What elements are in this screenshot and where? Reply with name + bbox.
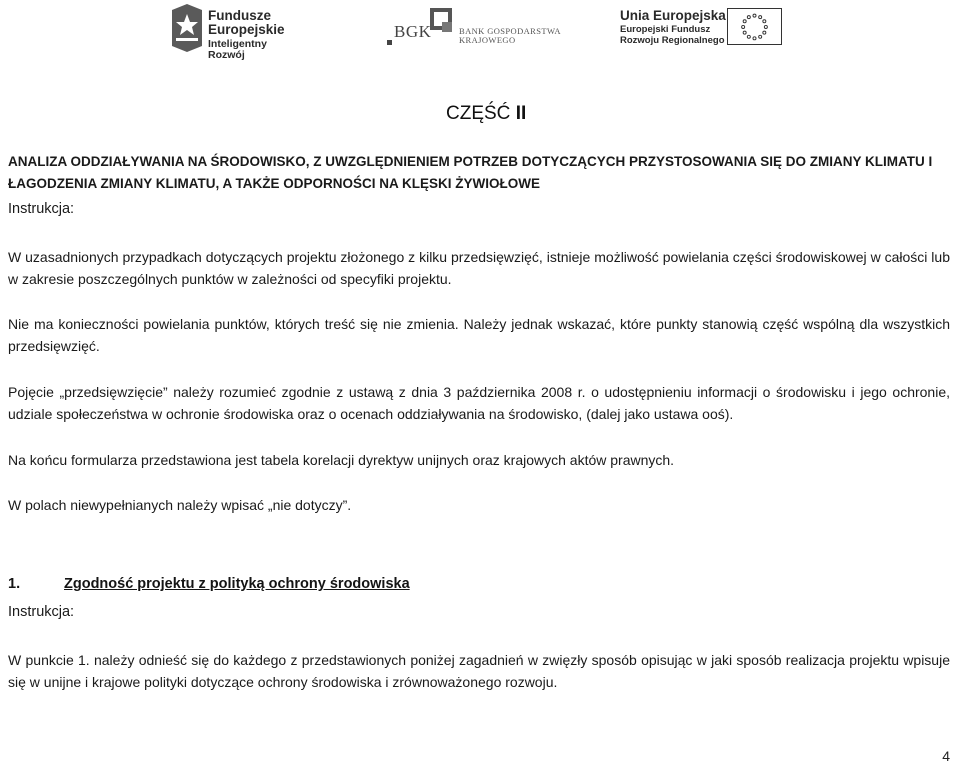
section-1-number: 1. bbox=[8, 576, 21, 592]
header-logos bbox=[0, 0, 960, 60]
bgk-full-name bbox=[459, 27, 561, 46]
section-1-paragraph: W punkcie 1. należy odnieść się do każdego z przedstawionych poniżej zagadnień w zwięzły sposób opisując w jaki sposób realizacja projektu wpisuje się w unijne i krajowe polityki dotyczące ochrony środowiska i zrównoważonego rozwoju. bbox=[8, 652, 950, 690]
paragraph-1: W uzasadnionych przypadkach dotyczących projektu złożonego z kilku przedsięwzięć, istnieje możliwość powielania części środowiskowej w całości lub w zakresie poszczególnych punktów w zależności od specyfiki projektu. bbox=[8, 249, 950, 287]
eu-logo-sub2: Rozwoju Regionalnego bbox=[620, 34, 725, 46]
bgk-name-line2: KRAJOWEGO bbox=[459, 35, 516, 46]
fe-logo-line3: Inteligentny Rozwój bbox=[208, 38, 267, 62]
section-1-heading bbox=[8, 576, 410, 592]
instruction-label: Instrukcja: bbox=[8, 201, 75, 217]
part-heading-number: II bbox=[515, 103, 527, 124]
eu-logo-text bbox=[620, 8, 726, 47]
part-heading bbox=[446, 103, 526, 125]
paragraph-4: Na końcu formularza przedstawiona jest tabela korelacji dyrektyw unijnych oraz krajowych aktów prawnych. bbox=[8, 452, 675, 468]
fe-logo-line2: Europejskie bbox=[208, 22, 285, 38]
section-1-instruction-label: Instrukcja: bbox=[8, 604, 75, 620]
eu-logo-title: Unia Europejska bbox=[620, 8, 726, 23]
bgk-wordmark: BGK bbox=[394, 22, 432, 41]
paragraph-5: W polach niewypełnianych należy wpisać „nie dotyczy”. bbox=[8, 497, 352, 513]
page-number: 4 bbox=[942, 748, 950, 764]
part-heading-prefix: CZĘŚĆ bbox=[446, 103, 516, 124]
paragraph-2: Nie ma konieczności powielania punktów, których treść się nie zmienia. Należy jednak wskazać, które punkty stanowią część wspólną dla wszystkich przedsięwzięć. bbox=[8, 316, 950, 354]
bgk-name-line1: BANK GOSPODARSTWA bbox=[459, 26, 561, 36]
section-1-title: Zgodność projektu z polityką ochrony środowiska bbox=[64, 576, 410, 592]
fe-star-mark-icon bbox=[170, 2, 204, 54]
eu-logo-sub1: Europejski Fundusz bbox=[620, 24, 711, 35]
bgk-dot-icon bbox=[387, 40, 392, 45]
fundusze-europejskie-logo bbox=[170, 2, 300, 62]
bgk-square-icon bbox=[430, 8, 454, 34]
paragraph-3: Pojęcie „przedsięwzięcie” należy rozumieć zgodnie z ustawą z dnia 3 października 2008 r. o udostępnieniu informacji o środowisku i jego ochronie, udziale społeczeństwa w ochronie środowiska oraz o ocenach oddziaływania na środowisko, (dalej jako ustawa ooś). bbox=[8, 384, 950, 422]
eu-flag-icon bbox=[727, 8, 782, 45]
fe-logo-line1: Fundusze bbox=[208, 8, 271, 23]
document-title: ANALIZA ODDZIAŁYWANIA NA ŚRODOWISKO, Z UWZGLĘDNIENIEM POTRZEB DOTYCZĄCYCH PRZYSTOSOWANIA SIĘ DO ZMIANY KLIMATU I ŁAGODZENIA ZMIANY KLIMATU, A TAKŻE ODPORNOŚCI NA KLĘSKI ŻYWIOŁOWE bbox=[8, 154, 933, 191]
